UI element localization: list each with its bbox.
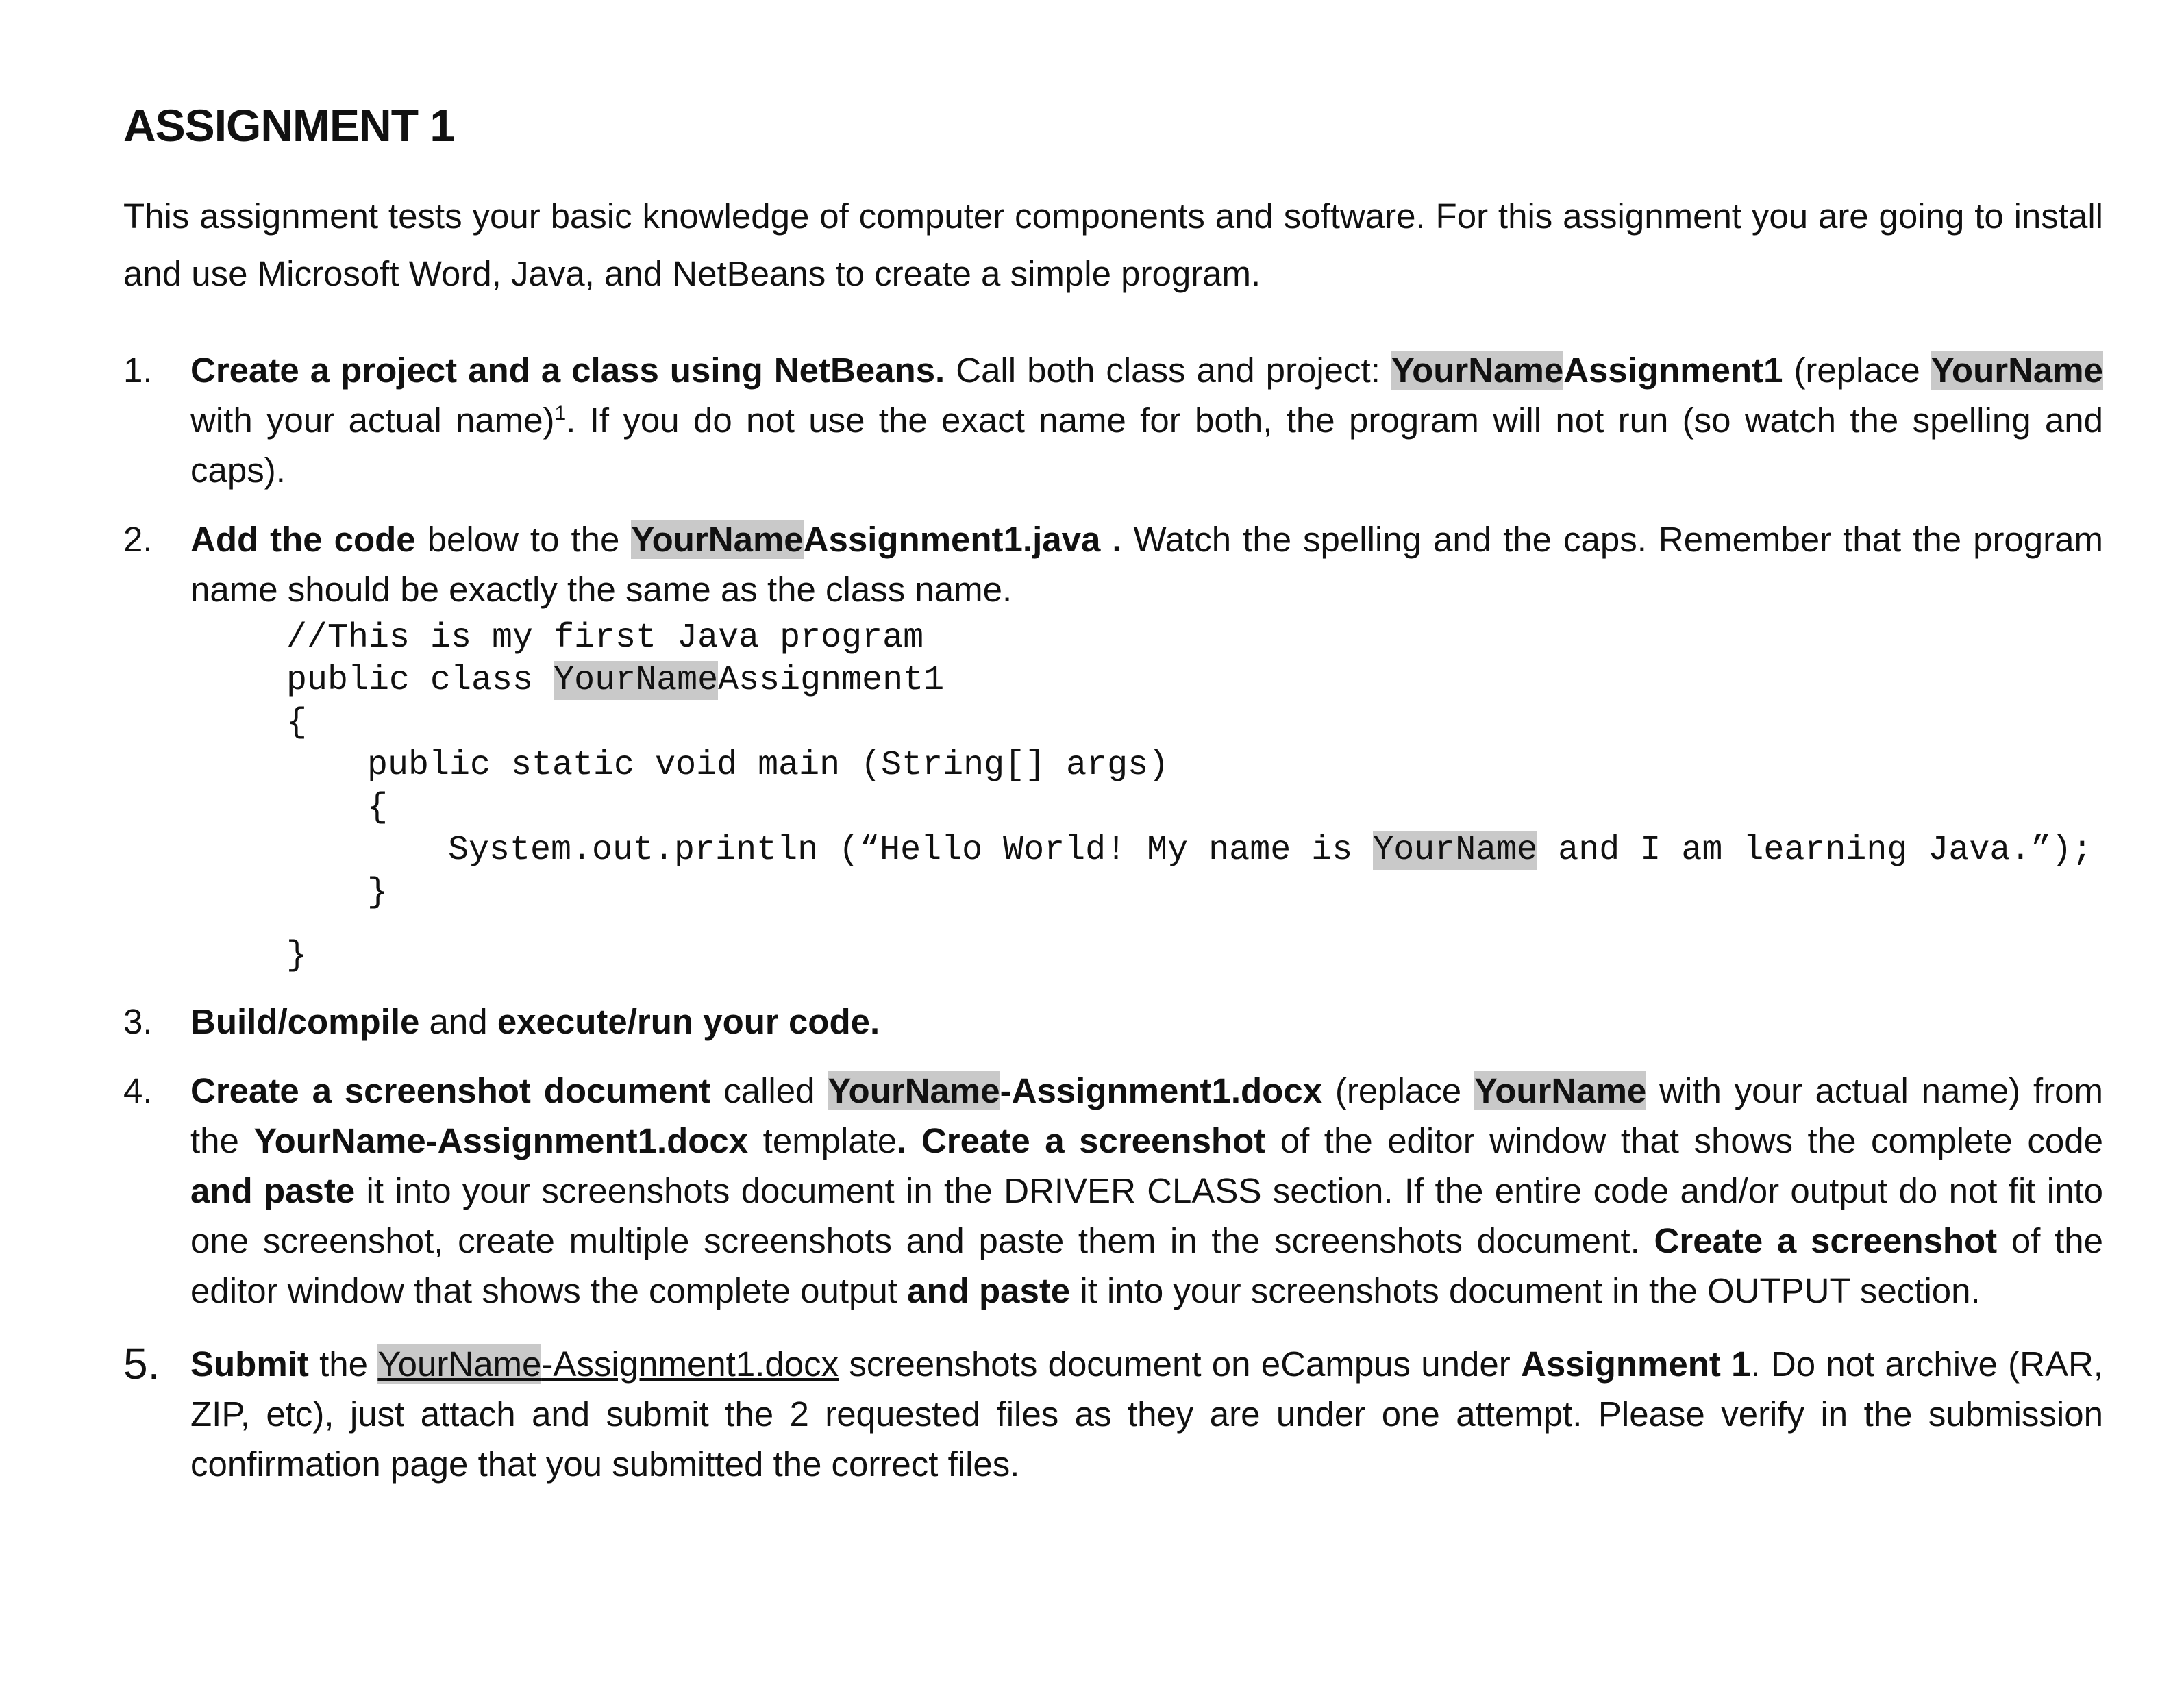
docx-file-link[interactable]: YourName-Assignment1.docx (377, 1344, 839, 1384)
intro-paragraph: This assignment tests your basic knowledge of computer components and software. For this assignment you are going to install and use Microsoft Word, Java, and NetBeans to create a simple program. (123, 197, 2103, 293)
highlight-yourname: YourName (554, 661, 719, 700)
docx-file-name: YourName-Assignment1.docx (828, 1071, 1323, 1110)
step-3: 3. Build/compile and execute/run your code. (123, 997, 2103, 1047)
code-block (190, 617, 2103, 977)
highlight-yourname: YourName (1474, 1071, 1647, 1110)
code-line: } (367, 873, 388, 912)
step-number: 1. (123, 351, 153, 390)
assignment-document (123, 100, 2104, 1489)
code-line: { (367, 788, 388, 827)
step-number: 5. (123, 1339, 160, 1388)
highlight-yourname: YourName (1373, 831, 1538, 870)
code-line: public class YourNameAssignment1 (286, 661, 945, 700)
highlight-yourname: YourName (1391, 351, 1564, 390)
code-line: } (286, 936, 308, 975)
java-file-name: YourNameAssignment1.java . (631, 520, 1122, 559)
highlight-yourname: YourName (1931, 351, 2103, 390)
page-title: ASSIGNMENT 1 (123, 100, 455, 151)
code-line: { (286, 703, 308, 742)
step-1: 1. Create a project and a class using NetBeans. Call both class and project: YourNameAssignment1 (replace YourName with your actual name)$^1$. If you do not use the exact name for both, the program will not run (so watch the spelling and caps). (123, 345, 2103, 495)
project-name: YourNameAssignment1 (1391, 351, 1783, 390)
code-line: public static void main (String[] args) (367, 746, 1169, 785)
step-number: 2. (123, 520, 153, 559)
step-number: 4. (123, 1071, 153, 1110)
step-5: 5. Submit the YourName-Assignment1.docx screenshots document on eCampus under Assignment 1. Do not archive (RAR, ZIP, etc), just attach and submit the 2 requested files as they are under one attempt. Please verify in the submission confirmation page that you submitted the correct files. (123, 1339, 2103, 1484)
footnote-marker: 1 (554, 402, 567, 425)
highlight-yourname: YourName (631, 520, 804, 559)
step-2: 2. Add the code below to the YourNameAssignment1.java . Watch the spelling and the caps. Remember that the program name should be exactly the same as the class name. //This is my first Java program public class YourNameAssignment1 { public static void main (String[] args) { System.out.println (“Hello World! My name is YourName and I am learning Java.”); } } (123, 514, 2103, 977)
step-number: 3. (123, 1002, 153, 1041)
highlight-yourname: YourName (828, 1071, 1000, 1110)
code-line: System.out.println (“Hello World! My name is YourName and I am learning Java.”); (448, 831, 2093, 870)
step-4: 4. Create a screenshot document called YourName-Assignment1.docx (replace YourName with your actual name) from the YourName-Assignment1.docx template. Create a screenshot of the editor window that shows the complete code and paste it into your screenshots document in the DRIVER CLASS section. If the entire code and/or output do not fit into one screenshot, create multiple screenshots and paste them in the screenshots document. Create a screenshot of the editor window that shows the complete output and paste it into your screenshots document in the OUTPUT section. (123, 1066, 2103, 1316)
highlight-yourname: YourName (377, 1344, 542, 1384)
code-line: //This is my first Java program (286, 618, 924, 658)
